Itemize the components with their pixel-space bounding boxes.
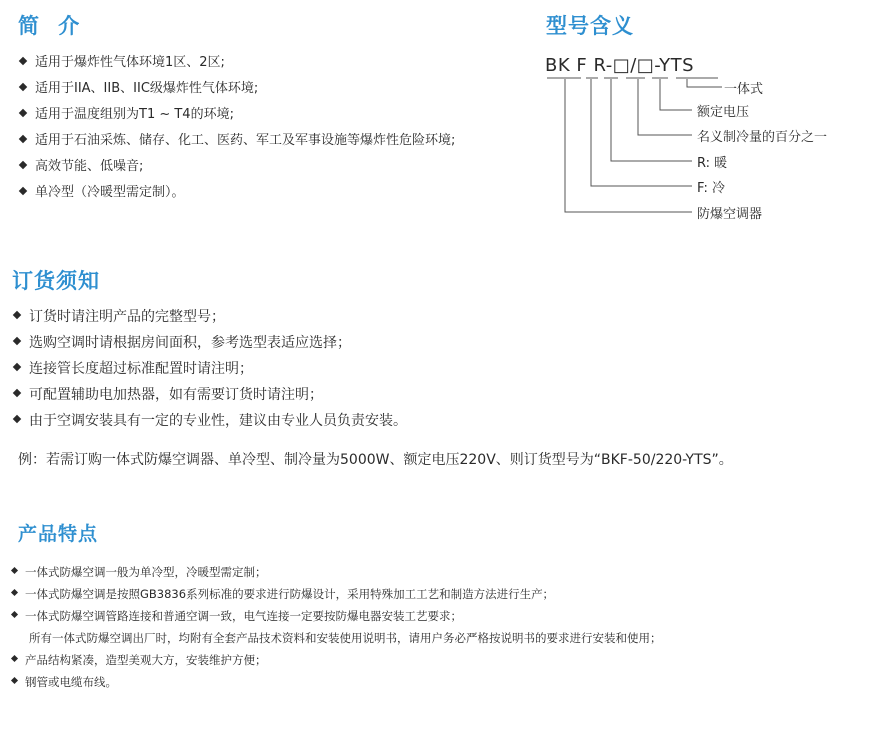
list-item-text: 一体式防爆空调管路连接和普通空调一致，电气连接一定要按防爆电器安装工艺要求； bbox=[25, 609, 462, 623]
list-item-text: 可配置辅助电加热器，如有需要订货时请注明； bbox=[29, 387, 323, 403]
list-item-text: 所有一体式防爆空调出厂时，均附有全套产品技术资料和安装使用说明书，请用户务必严格按说明书的要求进行安装和使用； bbox=[29, 631, 662, 645]
model-leader-line bbox=[565, 79, 692, 212]
list-item-text: 一体式防爆空调一般为单冷型，冷暖型需定制； bbox=[25, 565, 267, 579]
list-item-text: 适用于温度组别为T1 ~ T4的环境; bbox=[35, 107, 234, 122]
model-label: F: 冷 bbox=[697, 181, 725, 196]
diamond-bullet-icon bbox=[11, 677, 18, 684]
features-heading: 产品特点 bbox=[18, 523, 99, 545]
diamond-bullet-icon bbox=[11, 655, 18, 662]
diamond-bullet-icon bbox=[13, 389, 21, 397]
list-item bbox=[12, 649, 662, 671]
list-item bbox=[12, 671, 662, 693]
diamond-bullet-icon bbox=[13, 337, 21, 345]
diamond-bullet-icon bbox=[13, 311, 21, 319]
list-item bbox=[14, 304, 407, 330]
model-code: BK F R-□/□-YTS bbox=[545, 55, 695, 76]
diamond-bullet-icon bbox=[11, 589, 18, 596]
list-item bbox=[12, 627, 662, 649]
order-example: 例：若需订购一体式防爆空调器、单冷型、制冷量为5000W、额定电压220V、则订货型号为“BKF-50/220-YTS”。 bbox=[18, 452, 733, 468]
model-label: 一体式 bbox=[724, 82, 764, 97]
list-item-text: 产品结构紧凑，造型美观大方，安装维护方便； bbox=[25, 653, 267, 667]
list-item bbox=[14, 356, 407, 382]
diamond-bullet-icon bbox=[13, 415, 21, 423]
list-item bbox=[12, 561, 662, 583]
features-list bbox=[12, 561, 662, 693]
intro-heading: 简 介 bbox=[18, 14, 86, 38]
diamond-bullet-icon bbox=[13, 363, 21, 371]
list-item-text: 一体式防爆空调是按照GB3836系列标准的要求进行防爆设计，采用特殊加工工艺和制造方法进行生产； bbox=[25, 587, 555, 601]
list-item-text: 适用于石油采炼、储存、化工、医药、军工及军事设施等爆炸性危险环境; bbox=[35, 133, 456, 148]
order-list bbox=[14, 304, 407, 434]
list-item bbox=[14, 382, 407, 408]
list-item bbox=[14, 408, 407, 434]
model-label: R: 暖 bbox=[697, 156, 728, 171]
list-item bbox=[12, 583, 662, 605]
list-item-text: 单冷型（冷暖型需定制）。 bbox=[35, 185, 185, 200]
list-item bbox=[14, 330, 407, 356]
list-item-text: 高效节能、低噪音; bbox=[35, 159, 144, 174]
model-label: 防爆空调器 bbox=[697, 207, 763, 222]
model-heading: 型号含义 bbox=[546, 14, 634, 38]
model-label: 额定电压 bbox=[697, 105, 750, 120]
model-leader-line bbox=[687, 79, 722, 87]
list-item-text: 适用于爆炸性气体环境1区、2区; bbox=[35, 55, 225, 70]
list-item-text: 选购空调时请根据房间面积，参考选型表适应选择； bbox=[29, 335, 351, 351]
diamond-bullet-icon bbox=[11, 567, 18, 574]
model-label: 名义制冷量的百分之一 bbox=[697, 130, 828, 145]
model-leader-line bbox=[611, 79, 692, 161]
model-leader-line bbox=[591, 79, 692, 186]
list-item-text: 适用于IIA、IIB、IIC级爆炸性气体环境; bbox=[35, 81, 259, 96]
diamond-bullet-icon bbox=[11, 611, 18, 618]
list-item-text: 由于空调安装具有一定的专业性，建议由专业人员负责安装。 bbox=[29, 413, 407, 429]
model-leader-line bbox=[638, 79, 692, 135]
list-item-text: 钢管或电缆布线。 bbox=[25, 675, 117, 689]
list-item-text: 连接管长度超过标准配置时请注明； bbox=[29, 361, 253, 377]
order-heading: 订货须知 bbox=[12, 269, 100, 293]
list-item bbox=[12, 605, 662, 627]
list-item-text: 订货时请注明产品的完整型号； bbox=[29, 309, 225, 325]
